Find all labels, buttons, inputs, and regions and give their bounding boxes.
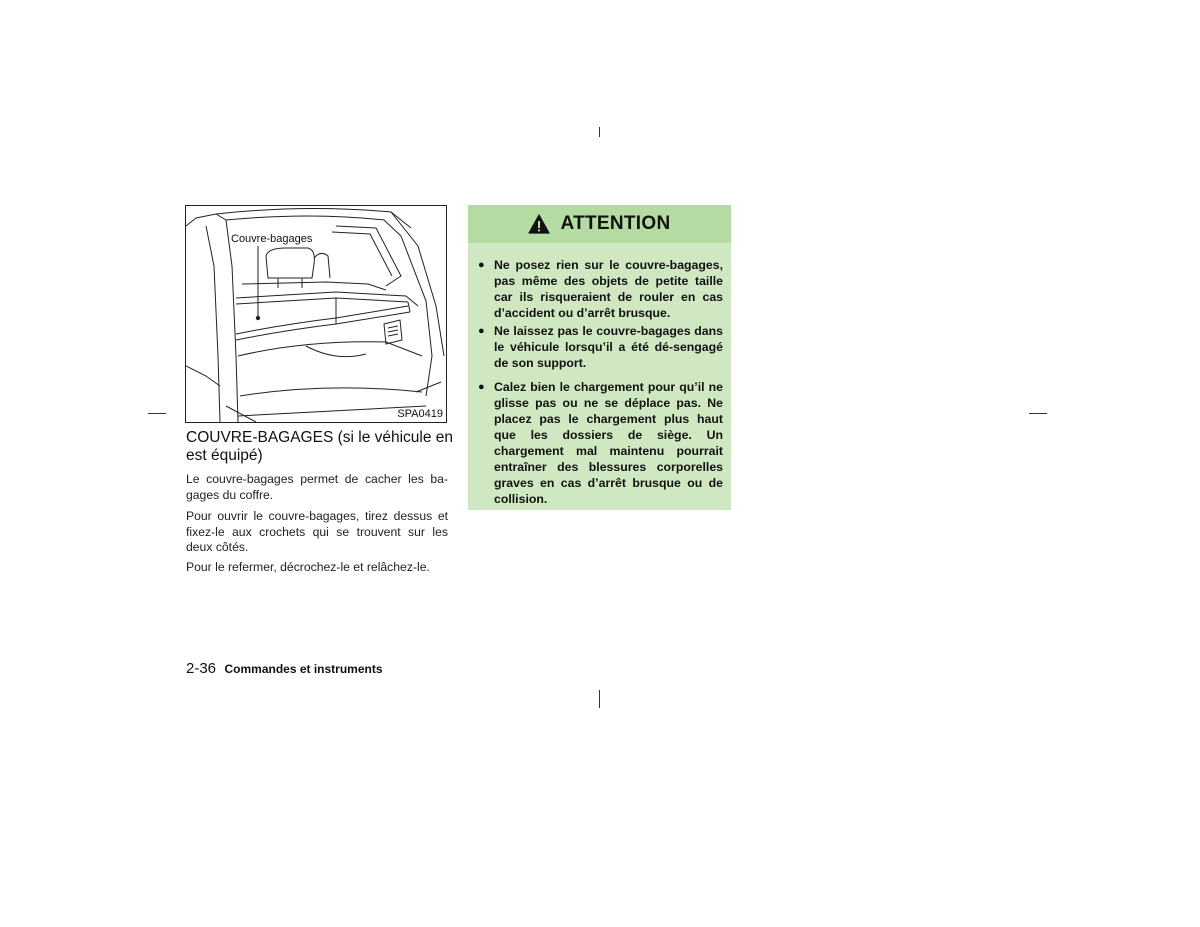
warning-list-item (478, 323, 723, 371)
page-footer (186, 660, 383, 678)
warning-item-text: Ne laissez pas le couvre-bagages dans le véhicule lorsqu’il a été dé-sengagé de son support. (494, 324, 723, 370)
attention-warning-box (468, 205, 731, 510)
body-paragraph: Pour ouvrir le couvre-bagages, tirez dessus et fixez-le aux crochets qui se trouvent sur les deux côtés. (186, 509, 448, 554)
warning-triangle-icon (528, 214, 550, 234)
bullet-icon: ● (478, 259, 485, 271)
page-number: 2-36 (186, 660, 217, 677)
bullet-icon: ● (478, 325, 485, 337)
cargo-area-drawing (186, 206, 446, 422)
bullet-icon: ● (478, 381, 485, 393)
warning-title: ATTENTION (560, 213, 671, 234)
body-paragraph: Pour le refermer, décrochez-le et relâchez-le. (186, 560, 430, 574)
crop-mark-top (599, 127, 600, 137)
figure-code: SPA0419 (397, 408, 443, 420)
warning-item-text: Ne posez rien sur le couvre-bagages, pas même des objets de petite taille car ils risqueraient de rouler en cas d’accident ou d’arrêt brusque. (494, 258, 723, 320)
warning-list-item (478, 379, 723, 507)
cargo-cover-illustration (185, 205, 447, 423)
crop-mark-right (1029, 413, 1047, 414)
warning-item-text: Calez bien le chargement pour qu’il ne glisse pas ou ne se déplace pas. Ne placez pas le chargement plus haut que les dossiers de siège. Un chargement mal maintenu pourrait entraîner des blessures corporelles graves en cas d’arrêt brusque ou de collision. (494, 380, 723, 506)
crop-mark-left (148, 413, 166, 414)
warning-header (468, 205, 731, 243)
chapter-title: Commandes et instruments (224, 662, 383, 676)
section-title: COUVRE-BAGAGES (si le véhicule en est équipé) (186, 429, 454, 464)
figure-callout-label: Couvre-bagages (231, 233, 313, 245)
warning-list-item (478, 257, 723, 321)
body-paragraph: Le couvre-bagages permet de cacher les ba-gages du coffre. (186, 472, 448, 502)
crop-mark-bottom (599, 690, 600, 708)
